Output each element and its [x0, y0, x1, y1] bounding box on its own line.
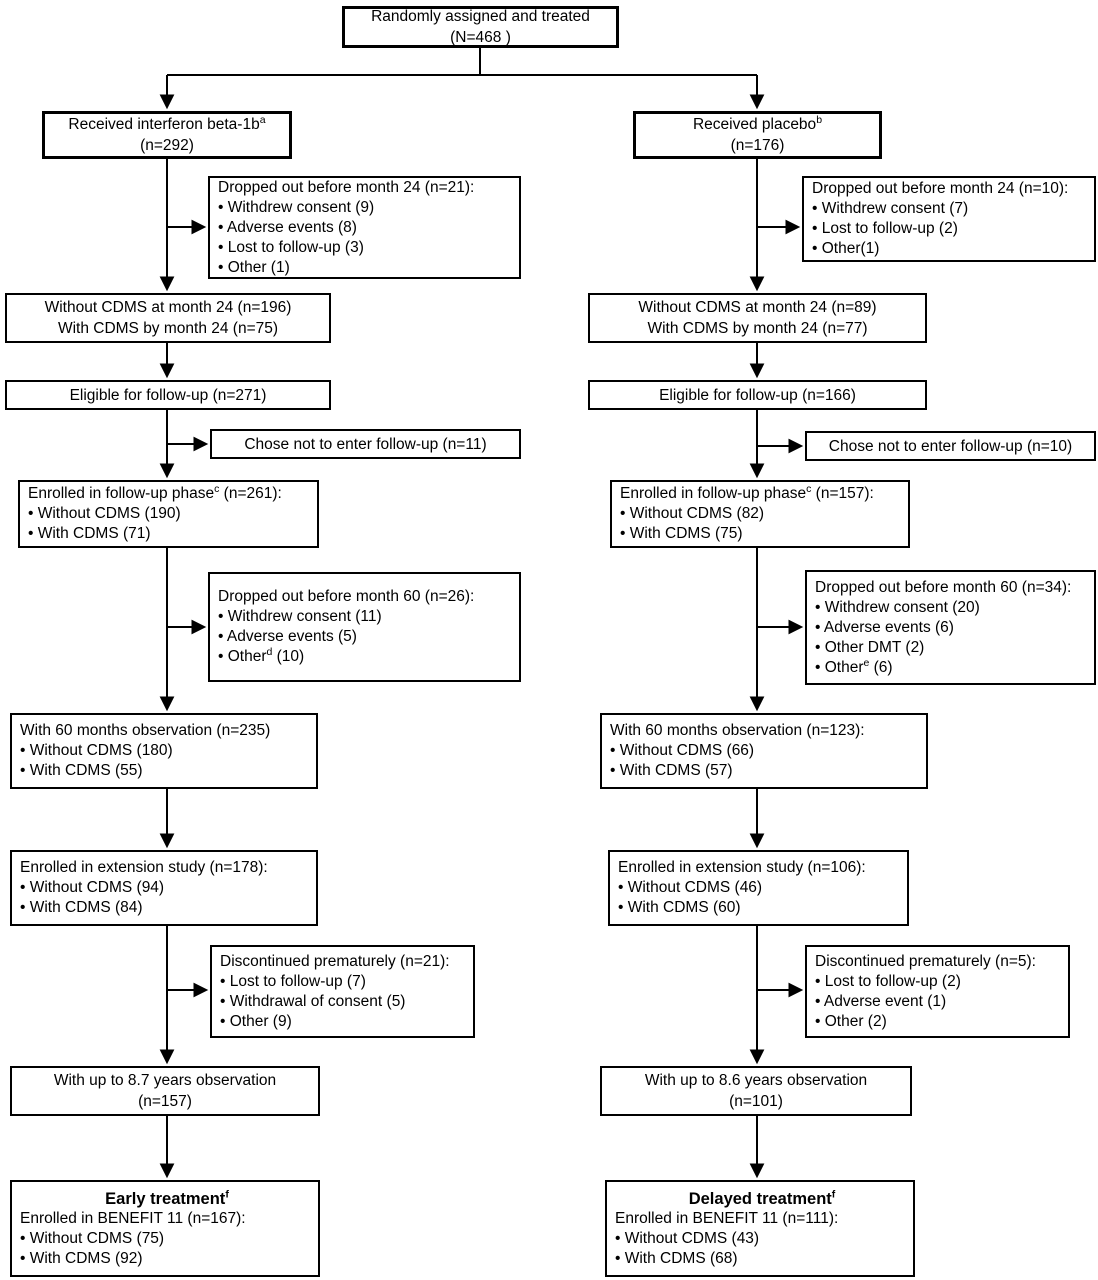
right-dropout24-item: • Withdrew consent (7) — [812, 200, 969, 217]
box-left-dropout24 — [208, 176, 521, 279]
box-left-enrolled-followup — [18, 480, 319, 548]
right-discontinued-item: • Adverse event (1) — [815, 992, 947, 1010]
box-left-extension — [10, 850, 318, 926]
right-final-title — [689, 1189, 836, 1209]
left-received-title — [68, 114, 265, 135]
box-left-cdms24 — [5, 293, 331, 343]
right-received-n: (n=176) — [730, 137, 785, 154]
left-received-text: Received interferon beta-1b — [68, 116, 260, 133]
left-extension-title: Enrolled in extension study (n=178): — [20, 859, 268, 876]
right-observation60-item: • Without CDMS (66) — [610, 742, 755, 759]
left-enrolled-followup-pre: Enrolled in follow-up phase — [28, 485, 215, 502]
right-enrolled-followup-sup: c — [806, 482, 812, 495]
right-cdms24-line1: Without CDMS at month 24 (n=89) — [638, 299, 877, 316]
right-dropout60-item: • Adverse events (6) — [815, 618, 954, 636]
right-years-line1: With up to 8.6 years observation — [644, 1072, 868, 1089]
box-randomized — [342, 6, 619, 48]
right-received-title — [693, 114, 822, 135]
right-discontinued-item: • Lost to follow-up (2) — [815, 972, 961, 990]
left-final-subtitle: Enrolled in BENEFIT 11 (n=167): — [20, 1209, 246, 1227]
right-enrolled-followup-item: • With CDMS (75) — [620, 525, 743, 542]
box-left-observation60 — [10, 713, 318, 789]
right-extension-item: • Without CDMS (46) — [618, 879, 763, 896]
left-extension-item: • With CDMS (84) — [20, 899, 143, 916]
left-observation60-item: • With CDMS (55) — [20, 762, 143, 779]
left-dropout60-other-sup: d — [266, 645, 273, 658]
left-enrolled-followup-sup: c — [214, 482, 220, 495]
box-left-years-observation — [10, 1066, 320, 1116]
left-dropout60-other — [218, 647, 304, 667]
box-right-chose-not — [805, 431, 1096, 461]
left-observation60-item: • Without CDMS (180) — [20, 742, 173, 759]
right-cdms24-line2: With CDMS by month 24 (n=77) — [647, 320, 868, 337]
left-cdms24-line1: Without CDMS at month 24 (n=196) — [44, 299, 292, 316]
right-observation60-item: • With CDMS (57) — [610, 762, 733, 779]
left-received-n: (n=292) — [140, 137, 194, 154]
left-discontinued-item: • Other (9) — [220, 1012, 292, 1030]
right-years-line2: (n=101) — [729, 1093, 783, 1110]
right-dropout24-item: • Other(1) — [812, 240, 880, 257]
left-final-title-text: Early treatment — [105, 1189, 226, 1208]
right-received-text: Received placebo — [692, 116, 817, 133]
left-enrolled-followup-title — [28, 484, 282, 504]
left-dropout24-item: • Other (1) — [218, 258, 290, 276]
box-left-received — [42, 111, 292, 159]
box-right-observation60 — [600, 713, 928, 789]
left-final-title-sup: f — [225, 1188, 229, 1200]
right-discontinued-item: • Other (2) — [815, 1012, 887, 1030]
box-right-cdms24 — [588, 293, 927, 343]
randomized-line2: (N=468 ) — [450, 29, 511, 46]
box-right-final — [605, 1180, 915, 1277]
right-eligible-text: Eligible for follow-up (n=166) — [659, 386, 856, 404]
right-dropout60-other-sup: e — [863, 656, 870, 669]
left-dropout60-title: Dropped out before month 60 (n=26): — [218, 588, 475, 605]
left-dropout60-other-pre: • Other — [218, 648, 267, 665]
box-left-dropout60 — [208, 572, 521, 682]
right-received-sup: b — [816, 113, 823, 126]
right-enrolled-followup-title — [620, 484, 874, 504]
right-final-title-text: Delayed treatment — [688, 1189, 832, 1208]
left-enrolled-followup-item: • With CDMS (71) — [28, 525, 151, 542]
left-dropout24-item: • Lost to follow-up (3) — [218, 238, 364, 256]
right-dropout24-title: Dropped out before month 24 (n=10): — [812, 180, 1069, 197]
right-discontinued-title: Discontinued prematurely (n=5): — [815, 952, 1036, 970]
box-left-eligible — [5, 380, 331, 410]
box-right-received — [633, 111, 882, 159]
left-dropout24-item: • Adverse events (8) — [218, 218, 357, 236]
right-dropout60-other-pre: • Other — [815, 658, 864, 676]
left-cdms24-line2: With CDMS by month 24 (n=75) — [57, 320, 279, 337]
left-discontinued-item: • Withdrawal of consent (5) — [220, 992, 406, 1010]
right-dropout24-item: • Lost to follow-up (2) — [812, 220, 958, 237]
right-final-subtitle: Enrolled in BENEFIT 11 (n=111): — [615, 1209, 839, 1227]
right-dropout60-item: • Withdrew consent (20) — [815, 598, 980, 616]
right-dropout60-other-post: (6) — [869, 658, 893, 676]
left-dropout60-item: • Withdrew consent (11) — [218, 608, 382, 625]
left-received-sup: a — [259, 113, 266, 126]
right-final-item: • Without CDMS (43) — [615, 1229, 760, 1247]
right-dropout60-other — [815, 658, 893, 678]
left-discontinued-title: Discontinued prematurely (n=21): — [220, 952, 450, 970]
left-years-line2: (n=157) — [138, 1093, 192, 1110]
right-dropout60-item: • Other DMT (2) — [815, 638, 925, 656]
left-dropout60-item: • Adverse events (5) — [218, 628, 357, 645]
left-observation60-title: With 60 months observation (n=235) — [20, 722, 271, 739]
right-extension-title: Enrolled in extension study (n=106): — [618, 859, 866, 876]
box-right-dropout24 — [802, 176, 1096, 262]
left-years-line1: With up to 8.7 years observation — [53, 1072, 277, 1089]
box-right-dropout60 — [805, 570, 1096, 685]
left-dropout24-item: • Withdrew consent (9) — [218, 198, 375, 216]
box-right-eligible — [588, 380, 927, 410]
right-chose-not-text: Chose not to enter follow-up (n=10) — [828, 437, 1073, 455]
left-final-item: • With CDMS (92) — [20, 1249, 143, 1267]
box-right-enrolled-followup — [610, 480, 910, 548]
right-extension-item: • With CDMS (60) — [618, 899, 741, 916]
left-eligible-text: Eligible for follow-up (n=271) — [69, 386, 267, 404]
box-left-chose-not — [210, 429, 521, 459]
right-observation60-title: With 60 months observation (n=123): — [610, 722, 865, 739]
right-enrolled-followup-post: (n=157): — [811, 485, 874, 502]
box-left-discontinued — [210, 945, 475, 1038]
left-dropout24-title: Dropped out before month 24 (n=21): — [218, 178, 475, 196]
left-final-item: • Without CDMS (75) — [20, 1229, 165, 1247]
left-extension-item: • Without CDMS (94) — [20, 879, 165, 896]
randomized-line1: Randomly assigned and treated — [371, 8, 590, 25]
left-enrolled-followup-item: • Without CDMS (190) — [28, 505, 181, 522]
box-right-discontinued — [805, 945, 1070, 1038]
right-final-title-sup: f — [831, 1188, 836, 1200]
box-left-final — [10, 1180, 320, 1277]
right-enrolled-followup-item: • Without CDMS (82) — [620, 505, 765, 522]
right-dropout60-title: Dropped out before month 60 (n=34): — [815, 578, 1072, 596]
right-enrolled-followup-pre: Enrolled in follow-up phase — [620, 485, 807, 502]
left-enrolled-followup-post: (n=261): — [219, 485, 282, 502]
box-right-extension — [608, 850, 909, 926]
right-final-item: • With CDMS (68) — [615, 1249, 738, 1267]
left-discontinued-item: • Lost to follow-up (7) — [220, 972, 366, 990]
left-final-title — [105, 1189, 229, 1209]
left-chose-not-text: Chose not to enter follow-up (n=11) — [244, 435, 487, 453]
left-dropout60-other-post: (10) — [272, 648, 305, 665]
box-right-years-observation — [600, 1066, 912, 1116]
